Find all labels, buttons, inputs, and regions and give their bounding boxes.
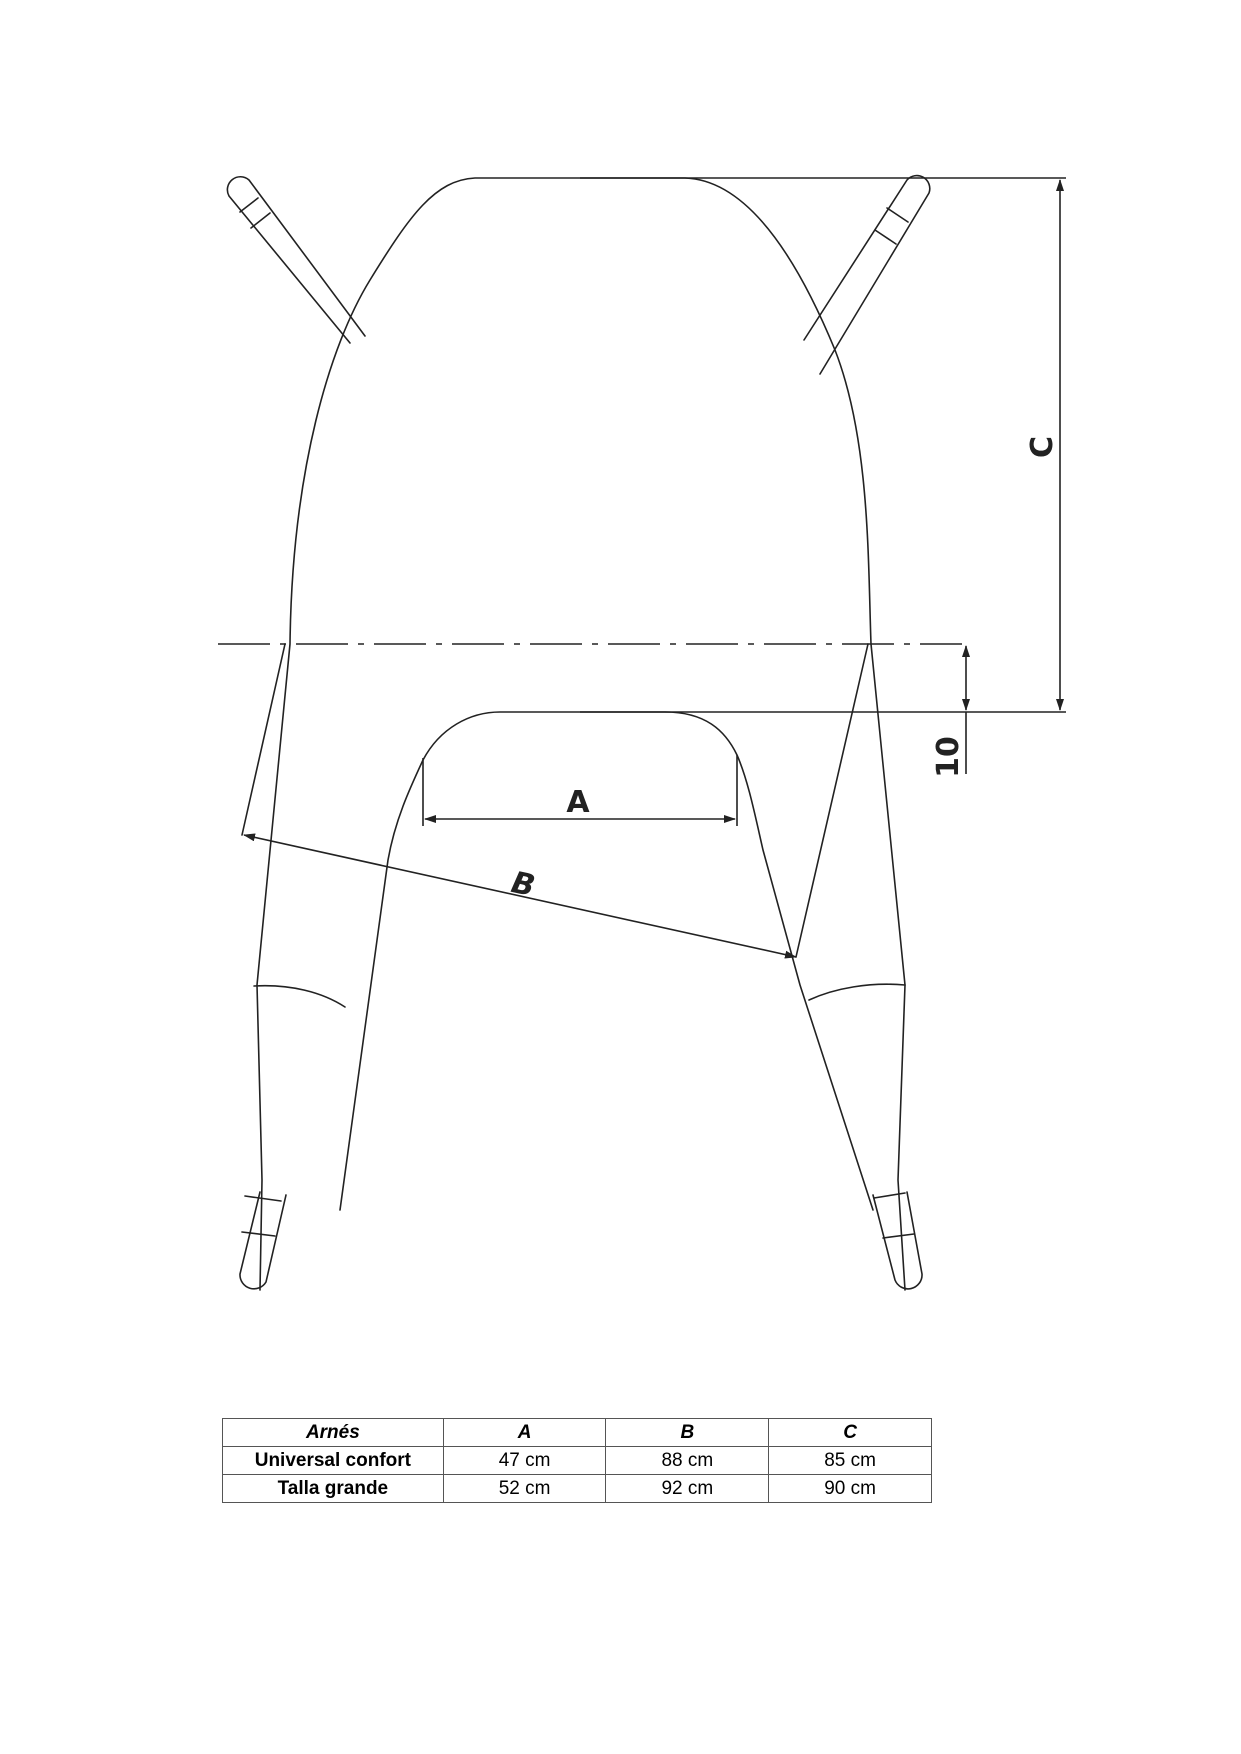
header-c: C (769, 1419, 932, 1447)
right-leg-strap (809, 984, 922, 1289)
cell-b: 88 cm (606, 1447, 769, 1475)
row-name: Talla grande (223, 1475, 444, 1503)
b-extension-right (796, 644, 868, 957)
table-header-row (223, 1419, 932, 1447)
sling-inner-outline (340, 712, 873, 1210)
c-label: C (1025, 435, 1060, 459)
table-row (223, 1475, 932, 1503)
row-name: Universal confort (223, 1447, 444, 1475)
b-extension-left (242, 644, 285, 835)
top-left-strap (227, 177, 365, 343)
cell-b: 92 cm (606, 1475, 769, 1503)
left-leg-strap (240, 986, 345, 1289)
size-table (222, 1418, 932, 1503)
top-right-strap (804, 176, 930, 374)
cell-c: 85 cm (769, 1447, 932, 1475)
b-label: B (508, 865, 539, 905)
sling-body-outline (257, 178, 905, 1290)
cell-a: 47 cm (443, 1447, 606, 1475)
table-row (223, 1447, 932, 1475)
header-a: A (443, 1419, 606, 1447)
cell-a: 52 cm (443, 1475, 606, 1503)
a-label: A (566, 785, 590, 820)
cell-c: 90 cm (769, 1475, 932, 1503)
header-b: B (606, 1419, 769, 1447)
ten-label: 10 (931, 736, 966, 778)
header-arnes: Arnés (223, 1419, 444, 1447)
